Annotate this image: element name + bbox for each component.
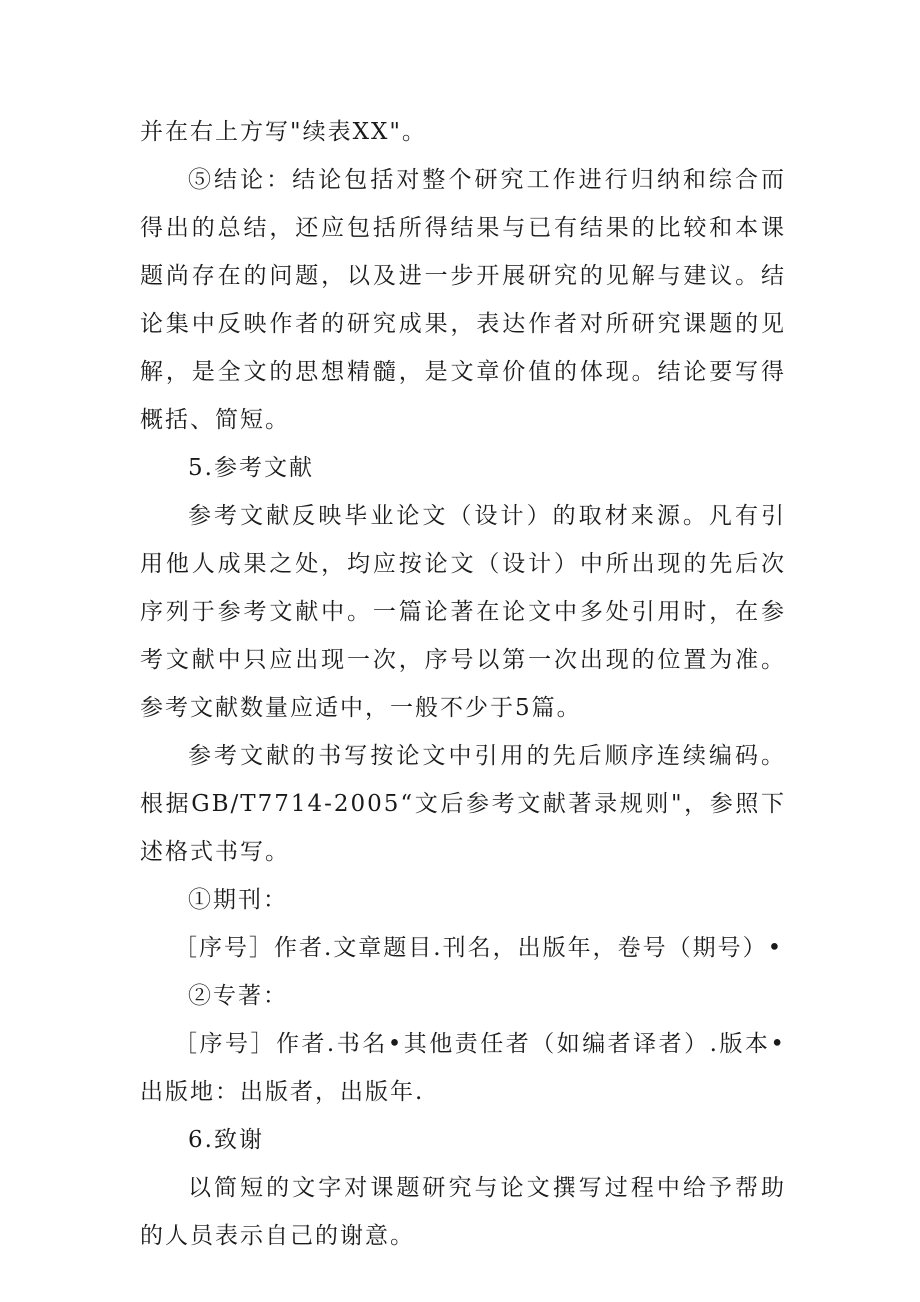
- paragraph-conclusion: ⑤结论：结论包括对整个研究工作进行归纳和综合而得出的总结，还应包括所得结果与已有结果的比较和本课题尚存在的问题，以及进一步开展研究的见解与建议。结论集中反映作者的研究成果，表达作者对所研究课题的见解，是全文的思想精髓，是文章价值的体现。结论要写得概括、简短。: [140, 167, 786, 433]
- format-journal: ［序号］作者.文章题目.刊名，出版年，卷号（期号）•: [174, 935, 784, 961]
- paragraph-references-format: 参考文献的书写按论文中引用的先后顺序连续编码。根据GB/T7714-2005“文后参考文献著录规则"，参照下述格式书写。: [140, 743, 786, 865]
- heading-acknowledgements: 6.致谢: [188, 1127, 264, 1153]
- label-monograph: ②专著：: [188, 983, 288, 1009]
- label-journal: ①期刊：: [188, 887, 288, 913]
- format-monograph: ［序号］作者.书名•其他责任者（如编者译者）.版本•出版地：出版者，出版年.: [140, 1031, 786, 1105]
- heading-references: 5.参考文献: [188, 455, 314, 481]
- document-body: [140, 108, 786, 1260]
- paragraph-table-continuation: 并在右上方写"续表XX"。: [140, 119, 427, 145]
- paragraph-references-intro: 参考文献反映毕业论文（设计）的取材来源。凡有引用他人成果之处，均应按论文（设计）中所出现的先后次序列于参考文献中。一篇论著在论文中多处引用时，在参考文献中只应出现一次，序号以第一次出现的位置为准。参考文献数量应适中，一般不少于5篇。: [140, 503, 786, 721]
- paragraph-acknowledgements: 以简短的文字对课题研究与论文撰写过程中给予帮助的人员表示自己的谢意。: [140, 1175, 786, 1249]
